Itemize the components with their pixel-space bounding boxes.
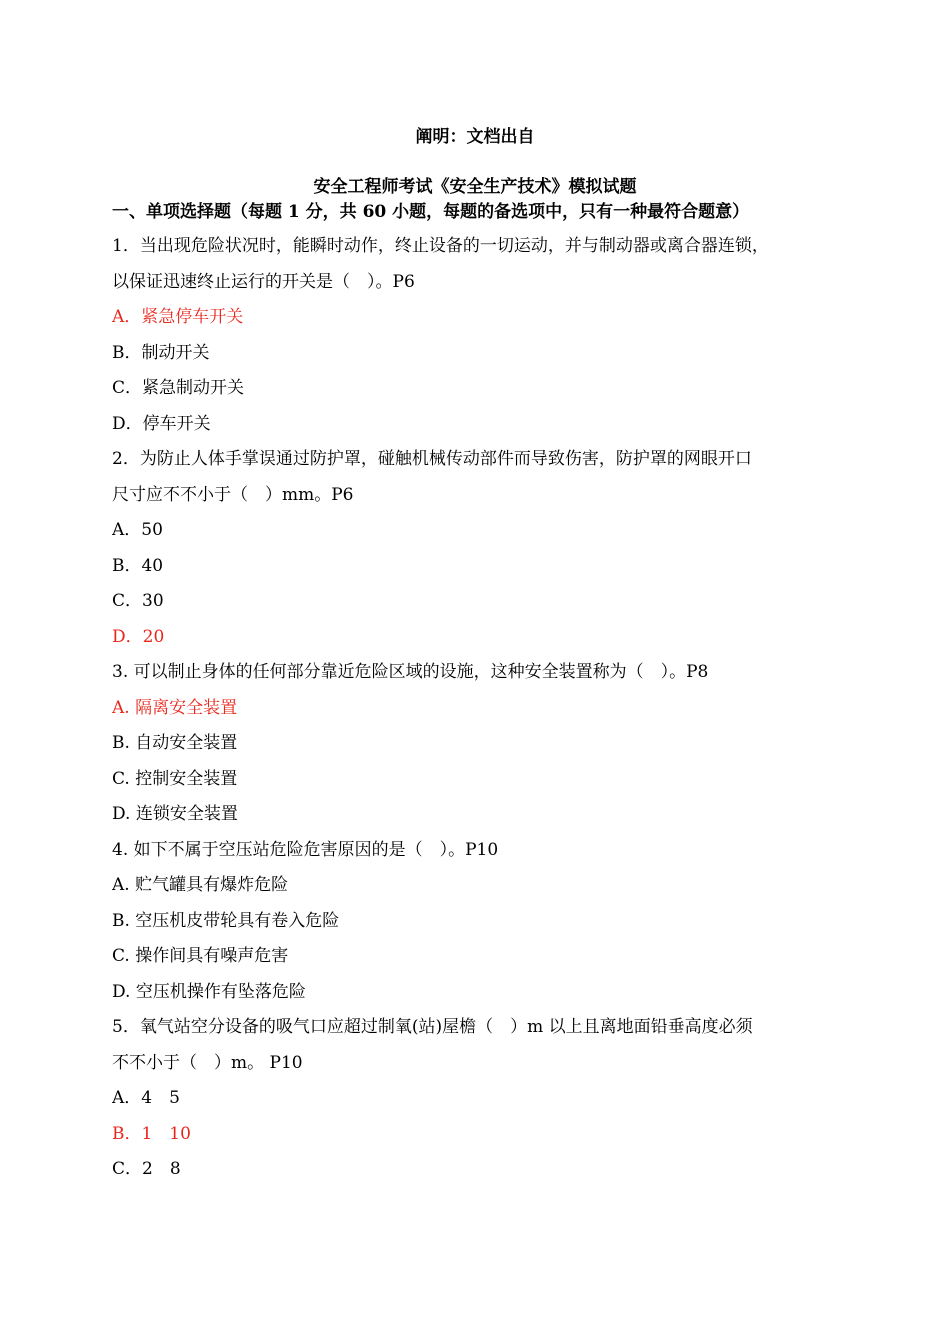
- question-text: 2．为防止人体手掌误通过防护罩，碰触机械传动部件而导致伤害，防护罩的网眼开口: [112, 449, 752, 469]
- header-note: 阐明：文档出自: [415, 127, 535, 147]
- option: B．制动开关: [112, 342, 210, 363]
- option: C. 操作间具有噪声危害: [112, 946, 289, 966]
- option: C．2 8: [112, 1159, 181, 1179]
- option: A．50: [112, 520, 163, 540]
- section-heading: 一、单项选择题（每题 1 分，共 60 小题，每题的备选项中，只有一种最符合题意）: [112, 202, 750, 222]
- document-title: 安全工程师考试《安全生产技术》模拟试题: [313, 177, 637, 197]
- option: B. 空压机皮带轮具有卷入危险: [112, 910, 340, 931]
- question-text: 不不小于（ ）m。 P10: [112, 1052, 303, 1073]
- question-1: [112, 229, 852, 442]
- question-4: [112, 833, 852, 1011]
- question-text: 尺寸应不不小于（ ）mm。P6: [112, 484, 354, 505]
- question-3: [112, 655, 852, 833]
- option: A．4 5: [112, 1088, 180, 1108]
- question-text: 以保证迅速终止运行的开关是（ ）。P6: [112, 271, 415, 292]
- option: C．紧急制动开关: [112, 378, 245, 398]
- question-text: 4. 如下不属于空压站危险危害原因的是（ ）。P10: [112, 839, 499, 860]
- option: D．停车开关: [112, 413, 211, 434]
- question-text: 5．氧气站空分设备的吸气口应超过制氧(站)屋檐（ ）m 以上且离地面铅垂高度必须: [112, 1017, 753, 1037]
- option: A. 贮气罐具有爆炸危险: [112, 875, 289, 895]
- question-5: [112, 1010, 852, 1188]
- question-text: 1．当出现危险状况时，能瞬时动作，终止设备的一切运动，并与制动器或离合器连锁，: [112, 236, 769, 256]
- option: D. 空压机操作有坠落危险: [112, 981, 306, 1002]
- option: D. 连锁安全装置: [112, 804, 238, 824]
- option-correct: A. 隔离安全装置: [112, 697, 238, 718]
- option-correct: D．20: [112, 626, 165, 647]
- question-2: [112, 442, 852, 655]
- option-correct: A．紧急停车开关: [112, 307, 244, 327]
- option: B．40: [112, 555, 164, 576]
- option: C. 控制安全装置: [112, 768, 238, 789]
- option-correct: B．1 10: [112, 1123, 191, 1144]
- option: B. 自动安全装置: [112, 733, 238, 753]
- question-text: 3. 可以制止身体的任何部分靠近危险区域的设施，这种安全装置称为（ ）。P8: [112, 662, 709, 682]
- question-list: [112, 229, 852, 1188]
- option: C．30: [112, 591, 164, 611]
